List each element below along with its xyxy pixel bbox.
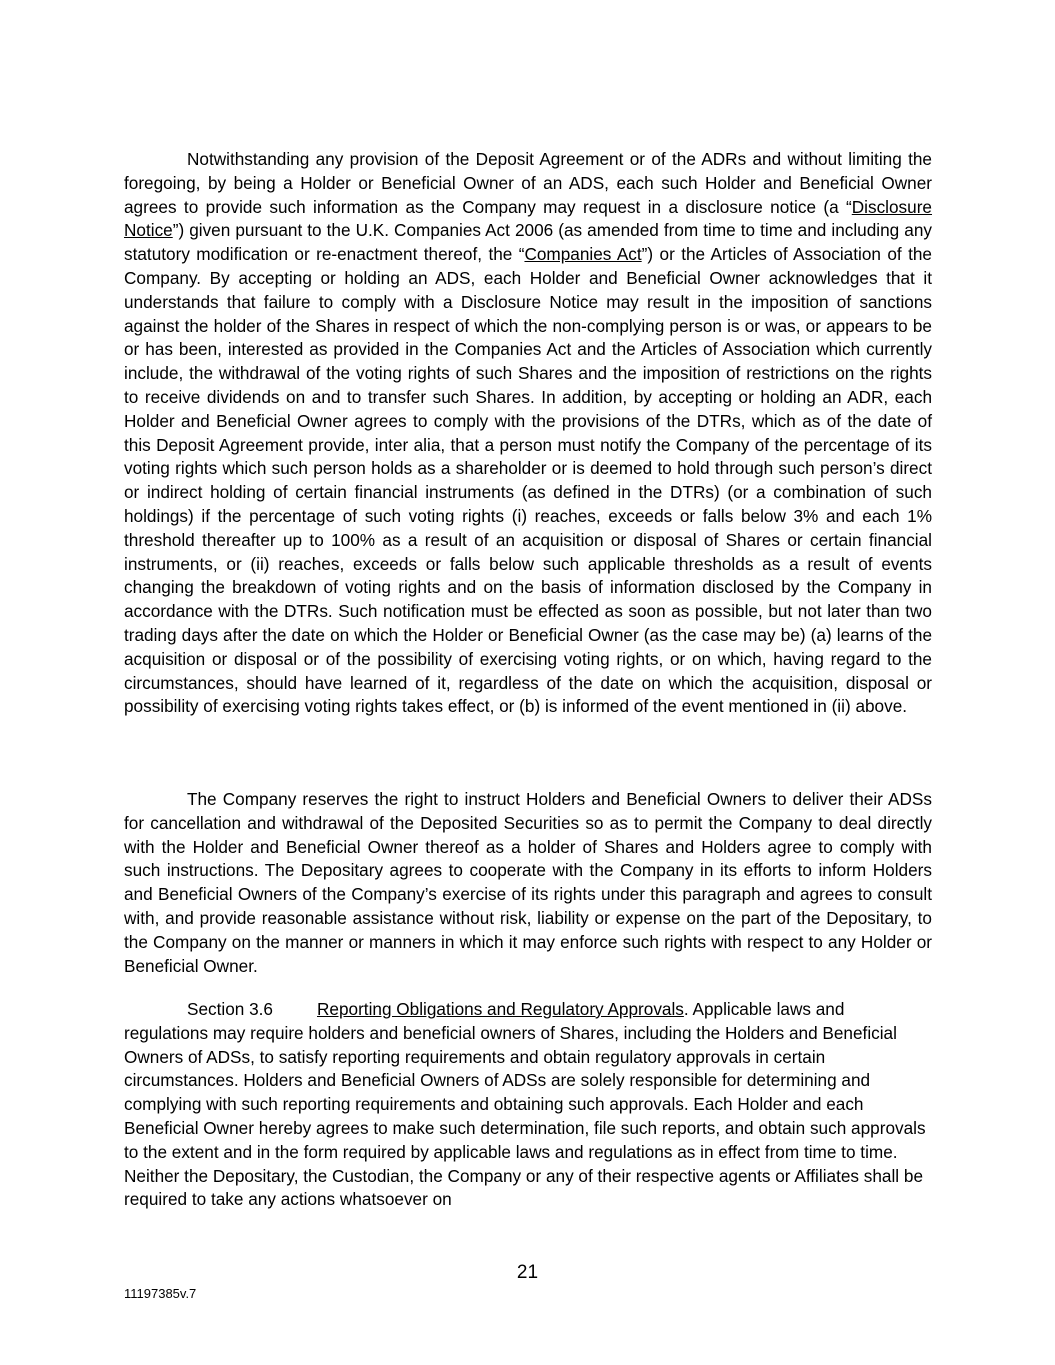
defined-term-disclosure-notice: Disclosure Notice	[124, 196, 932, 241]
defined-term-companies-act: Companies Act	[524, 244, 642, 265]
document-id: 11197385v.7	[124, 1286, 197, 1301]
section-title: Reporting Obligations and Regulatory Approvals	[317, 999, 684, 1019]
page-number: 21	[516, 1262, 539, 1283]
p1-text-b: ”) given pursuant to the U.K. Companies Act 2006 (as amended from time to time and including any statutory modification or re-enactment thereof, the “	[124, 220, 932, 265]
p3-text: . Applicable laws and regulations may require holders and beneficial owners of Shares, including the Holders and Beneficial Owners of ADSs, to satisfy reporting requirements and obtain regulatory approvals in certain circumstances. Holders and Beneficial Owners of ADSs are solely responsible for determining and complying with such reporting requirements and obtaining such approvals. Each Holder and each Beneficial Owner hereby agrees to make such determination, file such reports, and obtain such approvals to the extent and in the form required by applicable laws and regulations as in effect from time to time. Neither the Depositary, the Custodian, the Company or any of their respective agents or Affiliates shall be required to take any actions whatsoever on	[124, 999, 926, 1210]
p1-text-c: ”) or the Articles of Association of the Company. By accepting or holding an ADS, each Holder and Beneficial Owner acknowledges that it understands that failure to comply with a Disclosure Notice may result in the imposition of sanctions against the holder of the Shares in respect of which the non-complying person is or was, or appears to be or has been, interested as provided in the Companies Act and the Articles of Association which currently include, the withdrawal of the voting rights of such Shares and the imposition of restrictions on the rights to receive dividends on and to transfer such Shares. In addition, by accepting or holding an ADR, each Holder and Beneficial Owner agrees to comply with the provisions of the DTRs, which as of the date of this Deposit Agreement provide, inter alia, that a person must notify the Company of the percentage of its voting rights which such person holds as a shareholder or is deemed to hold through such person’s direct or indirect holding of certain financial instruments (as defined in the DTRs) (or a combination of such holdings) if the percentage of such voting rights (i) reaches, exceeds or falls below 3% and each 1% threshold thereafter up to 100% as a result of an acquisition or disposal of Shares or certain financial instruments, or (ii) reaches, exceeds or falls below such applicable thresholds as a result of events changing the breakdown of voting rights and on the basis of information disclosed by the Company in accordance with the DTRs. Such notification must be effected as soon as possible, but not later than two trading days after the date on which the Holder or Beneficial Owner (as the case may be) (a) learns of the acquisition or disposal or of the possibility of exercising voting rights, or on which, having regard to the circumstances, should have learned of it, regardless of the date on which the acquisition, disposal or possibility of exercising voting rights takes effect, or (b) is informed of the event mentioned in (ii) above.	[124, 244, 932, 717]
paragraph-section-3-6	[124, 998, 932, 1212]
section-number: Section 3.6	[187, 999, 273, 1019]
paragraph-disclosure-notice	[124, 148, 932, 719]
paragraph-company-rights	[124, 788, 932, 978]
p1-text-a: Notwithstanding any provision of the Deposit Agreement or of the ADRs and without limiting the foregoing, by being a Holder or Beneficial Owner of an ADS, each such Holder and Beneficial Owner agrees to provide such information as the Company may request in a disclosure notice (a “	[124, 149, 932, 217]
p2-text: The Company reserves the right to instruct Holders and Beneficial Owners to deliver their ADSs for cancellation and withdrawal of the Deposited Securities so as to permit the Company to deal directly with the Holder and Beneficial Owner thereof as a holder of Shares and Holders agree to comply with such instructions. The Depositary agrees to cooperate with the Company in its efforts to inform Holders and Beneficial Owners of the Company’s exercise of its rights under this paragraph and agrees to consult with, and provide reasonable assistance without risk, liability or expense on the part of the Depositary, to the Company on the manner or manners in which it may enforce such rights with respect to any Holder or Beneficial Owner.	[124, 789, 932, 976]
